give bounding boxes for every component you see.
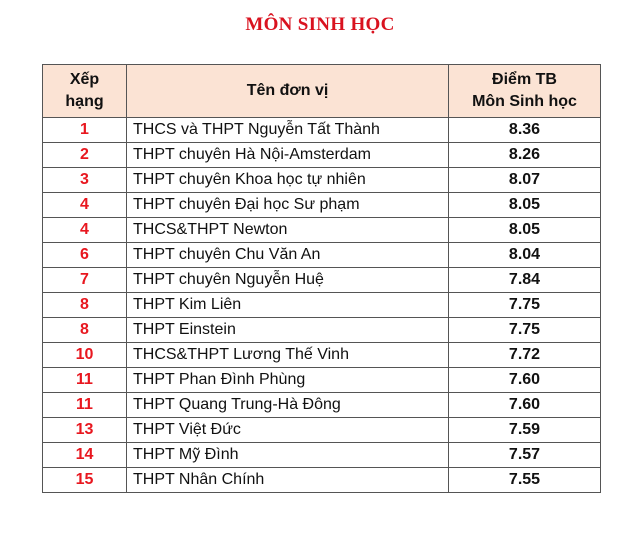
score-cell: 8.04 — [449, 243, 601, 268]
rank-cell: 11 — [43, 393, 127, 418]
rank-cell: 10 — [43, 343, 127, 368]
score-cell: 8.26 — [449, 143, 601, 168]
school-name-cell: THPT Việt Đức — [127, 418, 449, 443]
rank-cell: 4 — [43, 218, 127, 243]
school-name-cell: THPT Nhân Chính — [127, 468, 449, 493]
school-name-cell: THPT chuyên Chu Văn An — [127, 243, 449, 268]
school-name-cell: THPT Kim Liên — [127, 293, 449, 318]
table-row — [43, 343, 601, 368]
table-header-row — [43, 65, 601, 118]
rank-cell: 8 — [43, 318, 127, 343]
table-row — [43, 118, 601, 143]
rank-cell: 14 — [43, 443, 127, 468]
score-cell: 8.07 — [449, 168, 601, 193]
school-name-cell: THPT chuyên Nguyễn Huệ — [127, 268, 449, 293]
school-name-cell: THPT Quang Trung-Hà Đông — [127, 393, 449, 418]
school-name-cell: THPT Phan Đình Phùng — [127, 368, 449, 393]
table-row — [43, 368, 601, 393]
table-row — [43, 443, 601, 468]
school-name-cell: THPT Mỹ Đình — [127, 443, 449, 468]
rank-cell: 13 — [43, 418, 127, 443]
score-cell: 7.75 — [449, 293, 601, 318]
table-row — [43, 193, 601, 218]
header-rank-line1: Xếp — [69, 71, 100, 88]
school-name-cell: THPT chuyên Hà Nội-Amsterdam — [127, 143, 449, 168]
school-name-cell: THPT Einstein — [127, 318, 449, 343]
score-cell: 7.84 — [449, 268, 601, 293]
school-name-cell: THPT chuyên Khoa học tự nhiên — [127, 168, 449, 193]
score-cell: 7.59 — [449, 418, 601, 443]
school-name-cell: THCS&THPT Newton — [127, 218, 449, 243]
score-cell: 7.75 — [449, 318, 601, 343]
score-cell: 7.57 — [449, 443, 601, 468]
rank-cell: 8 — [43, 293, 127, 318]
table-row — [43, 393, 601, 418]
table-row — [43, 293, 601, 318]
ranking-table — [42, 64, 601, 493]
school-name-cell: THCS và THPT Nguyễn Tất Thành — [127, 118, 449, 143]
rank-cell: 4 — [43, 193, 127, 218]
header-score-line2: Môn Sinh học — [472, 93, 577, 110]
header-score-line1: Điểm TB — [492, 71, 557, 88]
page-title: MÔN SINH HỌC — [245, 14, 395, 35]
rank-cell: 6 — [43, 243, 127, 268]
rank-cell: 3 — [43, 168, 127, 193]
header-name-label: Tên đơn vị — [246, 82, 329, 99]
table-row — [43, 168, 601, 193]
rank-cell: 2 — [43, 143, 127, 168]
header-name — [127, 65, 449, 118]
table-body — [43, 118, 601, 493]
rank-cell: 7 — [43, 268, 127, 293]
table-row — [43, 268, 601, 293]
table-row — [43, 318, 601, 343]
school-name-cell: THCS&THPT Lương Thế Vinh — [127, 343, 449, 368]
score-cell: 7.55 — [449, 468, 601, 493]
table-row — [43, 418, 601, 443]
score-cell: 8.05 — [449, 193, 601, 218]
score-cell: 8.36 — [449, 118, 601, 143]
score-cell: 7.60 — [449, 393, 601, 418]
header-rank-line2: hạng — [65, 93, 104, 110]
rank-cell: 15 — [43, 468, 127, 493]
rank-cell: 1 — [43, 118, 127, 143]
header-score — [449, 65, 601, 118]
score-cell: 7.60 — [449, 368, 601, 393]
table-row — [43, 468, 601, 493]
table-row — [43, 143, 601, 168]
school-name-cell: THPT chuyên Đại học Sư phạm — [127, 193, 449, 218]
score-cell: 7.72 — [449, 343, 601, 368]
table-row — [43, 243, 601, 268]
score-cell: 8.05 — [449, 218, 601, 243]
rank-cell: 11 — [43, 368, 127, 393]
table-row — [43, 218, 601, 243]
header-rank — [43, 65, 127, 118]
